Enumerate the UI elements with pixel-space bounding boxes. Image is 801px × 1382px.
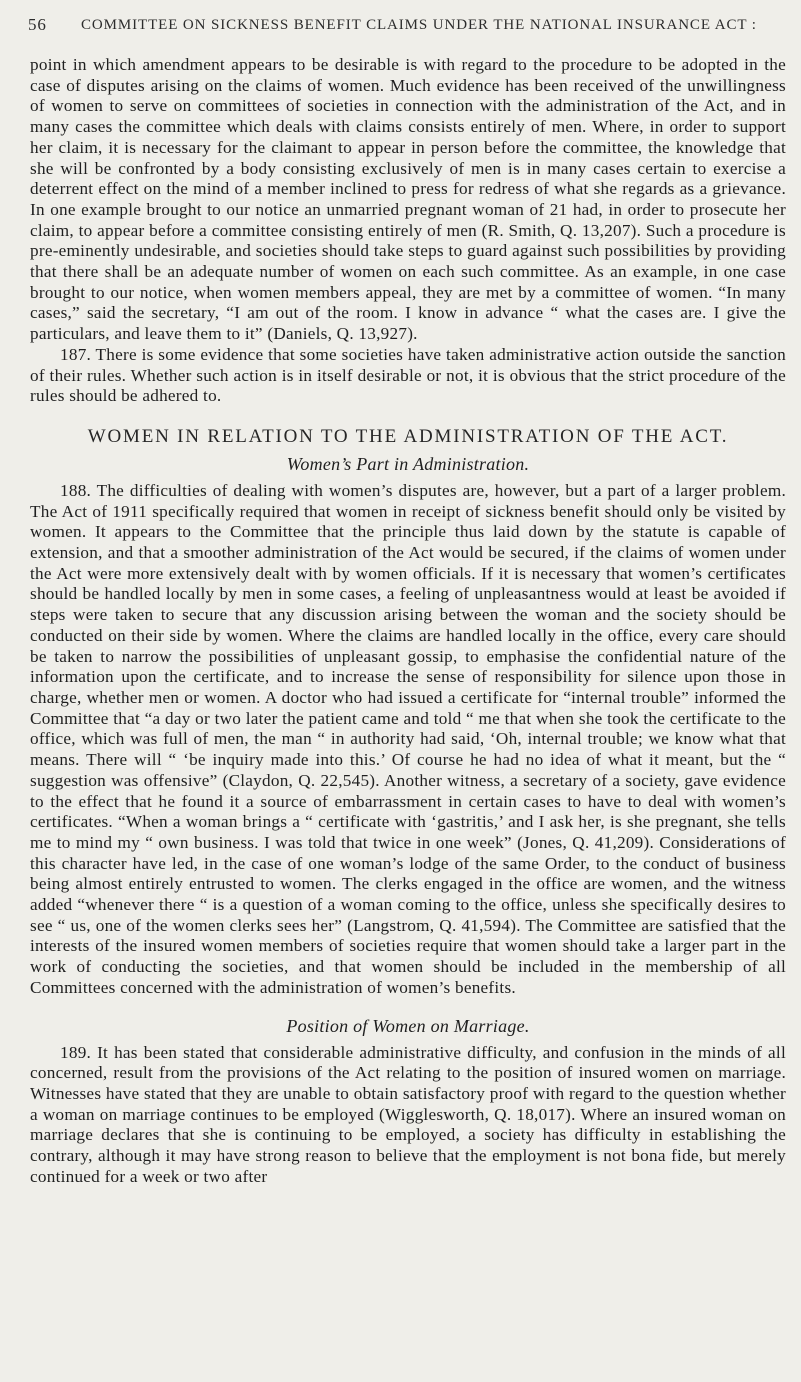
paragraph-189: 189. It has been stated that considerable administrative difficulty, and confusion in the minds of all concerned, result from the provisions of the Act relating to the position of insured women on marriage. Witnesses have stated that they are unable to obtain satisfactory proof with regard to the question whether a woman on marriage continues to be employed (Wigglesworth, Q. 18,017). Where an insured woman on marriage declares that she is continuing to be employed, a society has difficulty in establishing the contrary, although it may have strong reason to believe that the employment is not bona fide, but merely continued for a week or two after <box>30 1042 786 1186</box>
subheading-womens-part: Women’s Part in Administration. <box>286 453 530 474</box>
page-number: 56 <box>28 15 47 34</box>
paragraph-188: 188. The difficulties of dealing with women’s disputes are, however, but a part of a larger problem. The Act of 1911 specifically required that women in receipt of sickness benefit should only be visited by women. It appears to the Committee that the principle thus laid down by the statute is capable of extension, and that a smoother administration of the Act would be secured, if the claims of women under the Act were more extensively dealt with by women officials. If it is necessary that women’s certificates should be handled locally by men in some cases, a feeling of unpleasantness would at least be avoided if steps were taken to secure that any discussion arising between the woman and the society should be conducted on their side by women. Where the claims are handled locally in the office, every care should be taken to narrow the possibilities of unpleasant gossip, to emphasise the confidential nature of the information upon the certificate, and to increase the sense of responsibility for silence upon those in charge, whether men or women. A doctor who had issued a certificate for “internal trouble” informed the Committee that “a day or two later the patient came and told “ me that when she took the certificate to the office, which was full of men, the man “ in authority had said, ‘Oh, internal trouble; we know what that means. There will “ ‘be inquiry made into this.’ Of course he had no idea of what it meant, but the “ suggestion was offensive” (Claydon, Q. 22,545). Another witness, a secretary of a society, gave evidence to the effect that he found it a source of embarrassment in certain cases to have to deal with women’s certificates. “When a woman brings a “ certificate with ‘gastritis,’ and I ask her, is she pregnant, she tells me to mind my “ own business. I was told that twice in one week” (Jones, Q. 41,209). Considerations of this character have led, in the case of one woman’s lodge of the same Order, to the conduct of business being almost entirely entrusted to women. The clerks engaged in the office are women, and the witness added “whenever there “ is a question of a woman coming to the office, unless she specifically desires to see “ us, one of the women clerks sees her” (Langstrom, Q. 41,594). The Committee are satisfied that the interests of the insured women members of societies require that women should take a larger part in the work of conducting the societies, and that women should be included in the membership of all Committees concerned with the administration of women’s benefits. <box>30 480 786 997</box>
body-text <box>30 55 786 1187</box>
paragraph-continued: point in which amendment appears to be desirable is with regard to the procedure to be adopted in the case of disputes arising on the claims of women. Much evidence has been received of the unwillingness of women to serve on committees of societies in connection with the administration of the Act, and in many cases the committee which deals with claims consists entirely of men. Where, in order to support her claim, it is necessary for the claimant to appear in person before the committee, the knowledge that she will be confronted by a body consisting exclusively of men is in many cases certain to exercise a deterrent effect on the mind of a member inclined to press for redress of what she regards as a grievance. In one example brought to our notice an unmarried pregnant woman of 21 had, in order to prosecute her claim, to appear before a committee consisting entirely of men (R. Smith, Q. 13,207). Such a procedure is pre-eminently undesirable, and societies should take steps to guard against such possibilities by providing that there shall be an adequate number of women on each such committee. As an example, in one case brought to our notice, when women members appeal, they are met by a committee of women. “In many cases,” said the secretary, “I am out of the room. I know in advance “ what the cases are. I give the particulars, and leave them to it” (Daniels, Q. 13,927). <box>30 55 786 344</box>
section-heading: WOMEN IN RELATION TO THE ADMINISTRATION OF THE ACT. <box>87 425 729 447</box>
subheading-marriage: Position of Women on Marriage. <box>286 1015 530 1036</box>
paragraph-187: 187. There is some evidence that some societies have taken administrative action outside the sanction of their rules. Whether such action is in itself desirable or not, it is obvious that the strict procedure of the rules should be adhered to. <box>30 344 786 406</box>
page-header <box>28 15 788 41</box>
running-title: COMMITTEE ON SICKNESS BENEFIT CLAIMS UNDER THE NATIONAL INSURANCE ACT : <box>81 17 757 33</box>
